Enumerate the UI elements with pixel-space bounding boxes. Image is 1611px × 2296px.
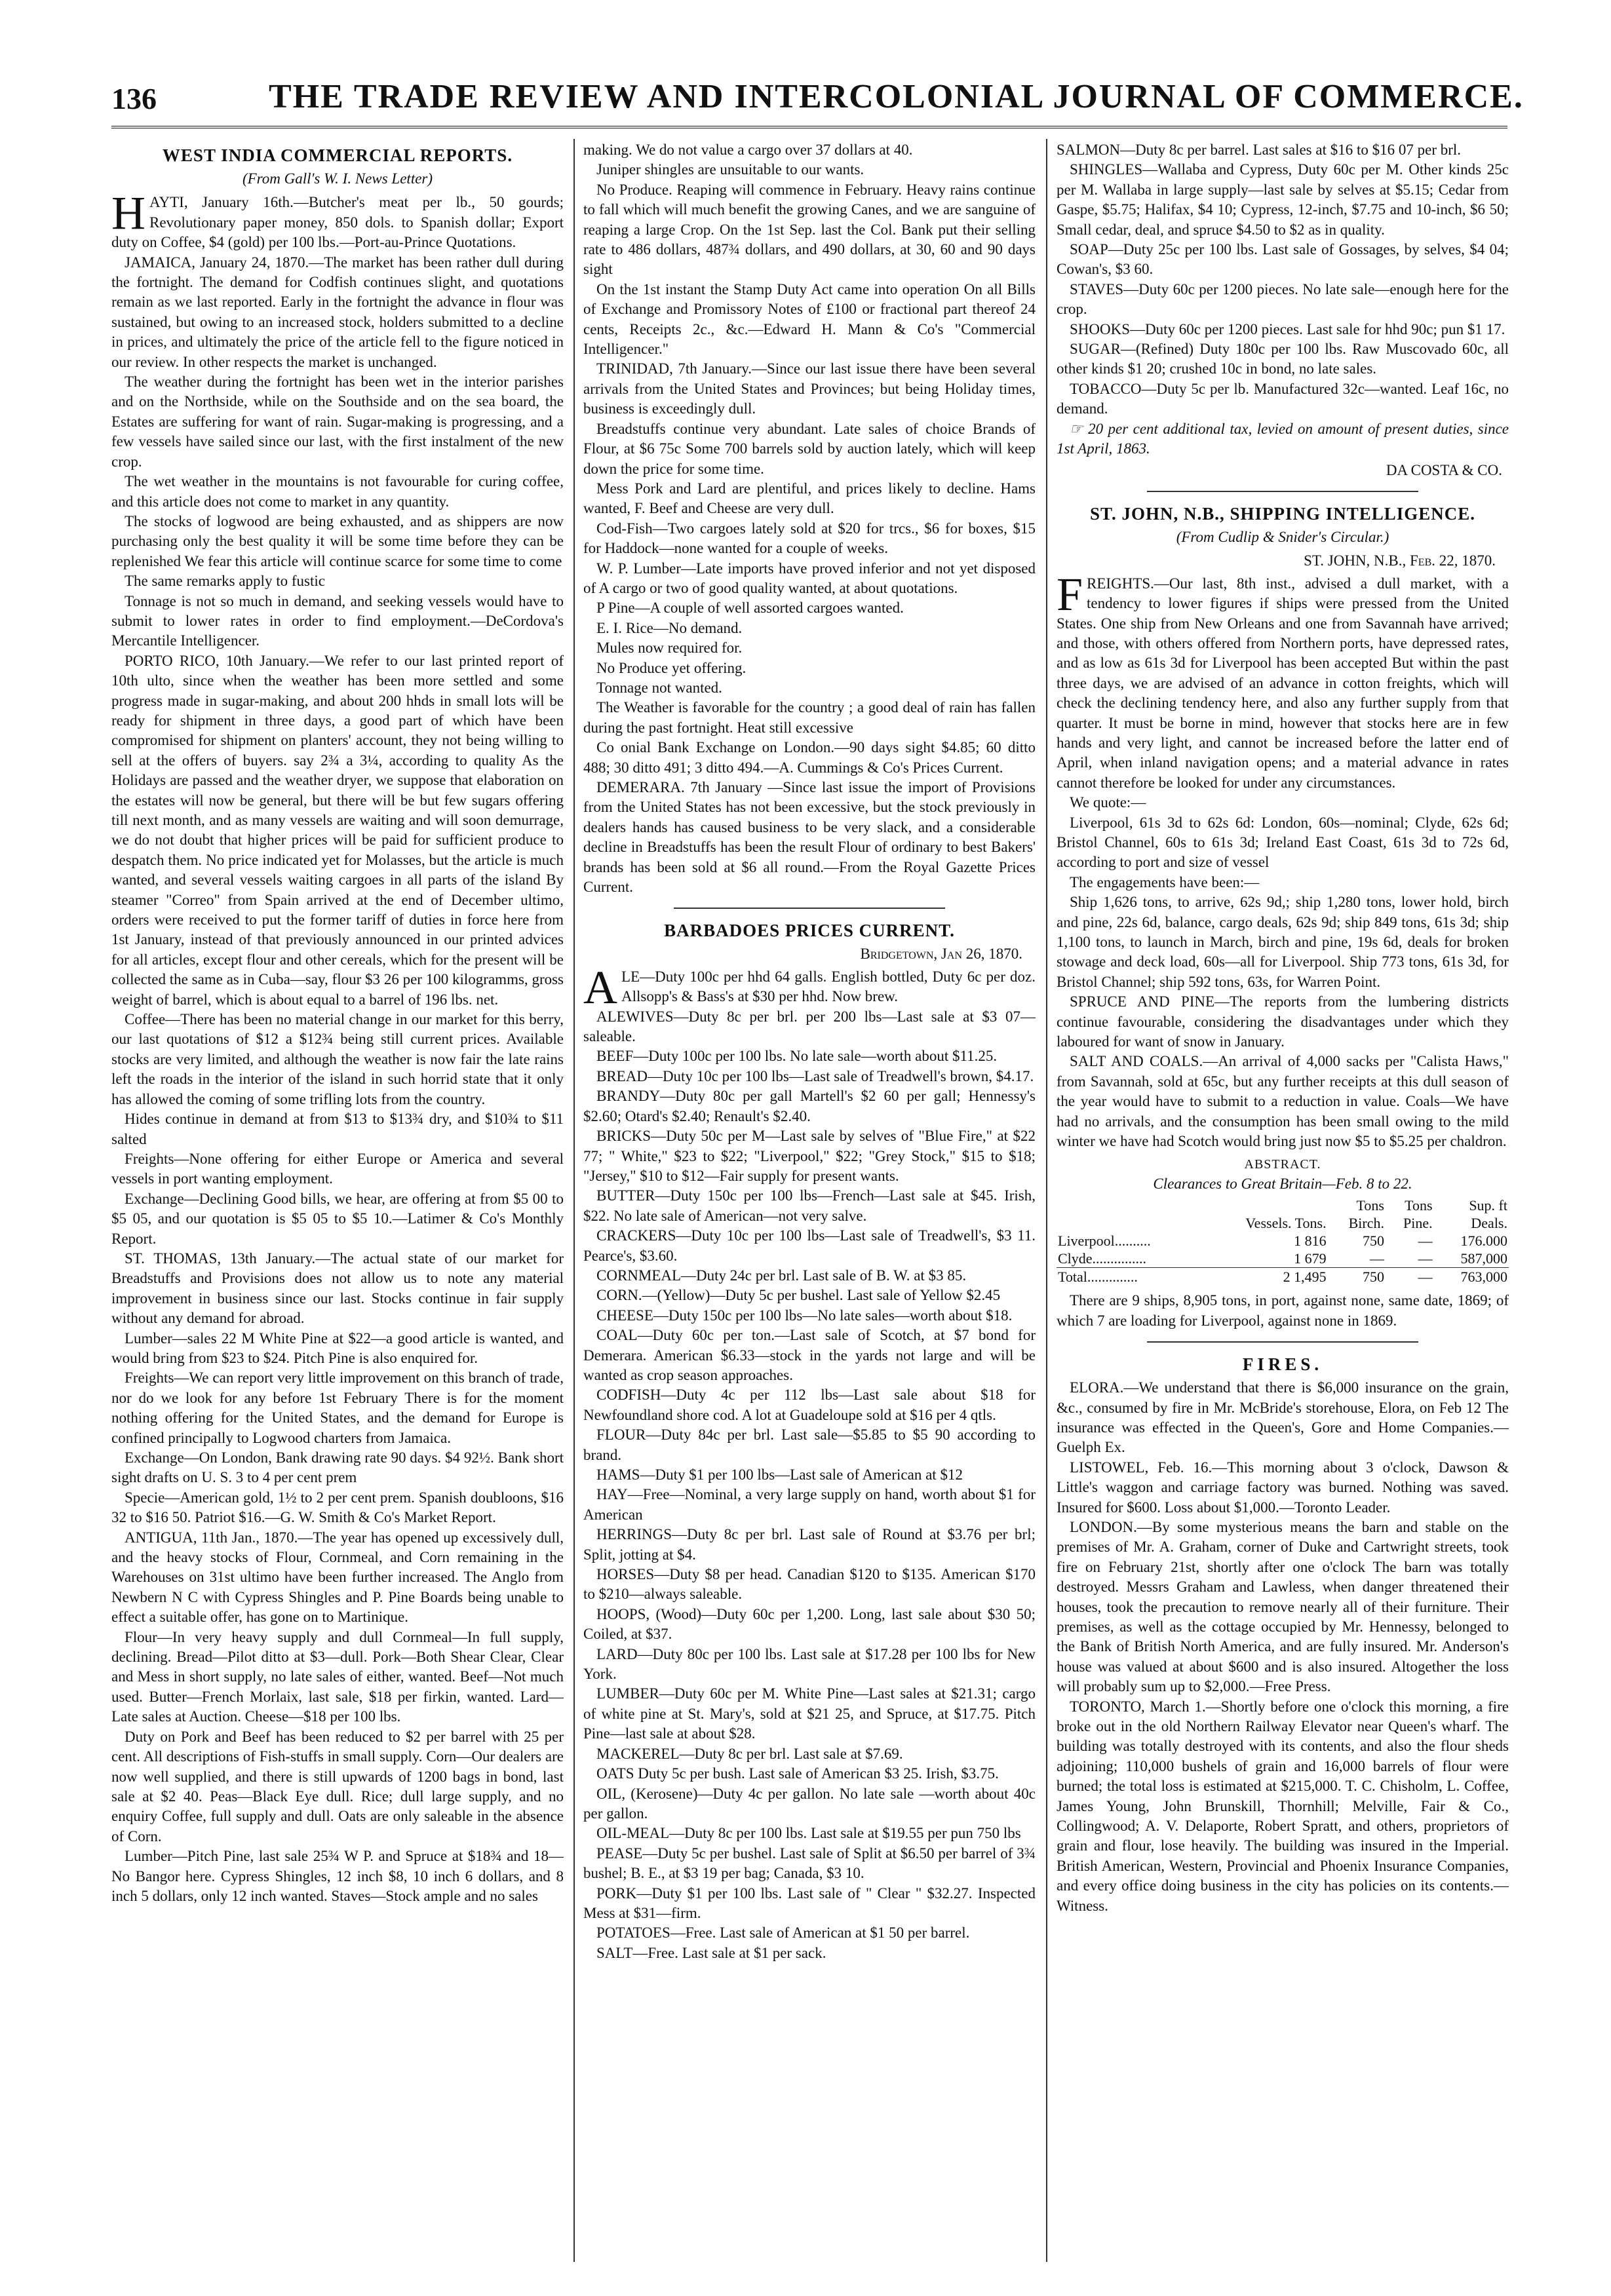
price-entry: BRICKS—Duty 50c per M—Last sale by selves of "Blue Fire," at $22 77; " White," $23 to $22; "Liverpool," $22; "Grey Stock," $15 to $18; "Jersey," $10 to $12—Fair supply for present wants.	[583, 1128, 1036, 1184]
paragraph: JAMAICA, January 24, 1870.—The market has been rather dull during the fortnight. The demand for Codfish continues slight, and quotations remain as we last reported. Early in the fortnight the advance in flour was sustained, but owing to an increased stock, holders submitted to a decline in prices, and ultimately the price of the article fell to the figure noticed in our review. In other respects the market is unchanged.	[111, 254, 564, 370]
tax-note: ☞ 20 per cent additional tax, levied on amount of present duties, since 1st April, 1863.	[1057, 420, 1509, 457]
price-entry: SALMON—Duty 8c per barrel. Last sales at $16 to $16 07 per brl.	[1057, 142, 1462, 158]
paragraph: Co onial Bank Exchange on London.—90 days sight $4.85; 60 ditto 488; 30 ditto 491; 3 ditto 494.—A. Cummings & Co's Prices Current.	[583, 739, 1036, 776]
column-divider	[1046, 139, 1047, 2262]
paragraph: HAYTI, January 16th.—Butcher's meat per lb., 50 gourds; Revolutionary paper money, 850 dols. to Spanish dollar; Export duty on Coffee, $4 (gold) per 100 lbs.—Port-au-Prince Quotations.	[111, 187, 564, 251]
paragraph: W. P. Lumber—Late imports have proved inferior and not yet disposed of A cargo or two of good quality wanted, at about quotations.	[583, 560, 1036, 596]
paragraph: ALE—Duty 100c per hhd 64 galls. English bottled, Duty 6c per doz. Allsopp's & Bass's at $30 per hhd. Now brew.	[583, 961, 1036, 1014]
table-row: Liverpool.......... 1 816 750 — 176.000	[1058, 1233, 1507, 1250]
paragraph: No Produce yet offering.	[596, 659, 747, 676]
price-entry: OIL-MEAL—Duty 8c per 100 lbs. Last sale at $19.55 per pun 750 lbs	[596, 1825, 1021, 1842]
running-title: THE TRADE REVIEW AND INTERCOLONIAL JOURNAL OF COMMERCE.	[269, 78, 1524, 115]
price-entry: COAL—Duty 60c per ton.—Last sale of Scotch, at $7 bond for Demerara. American $6.33—stock in the yards not large and will be wanted as crop season approaches.	[583, 1327, 1036, 1383]
paragraph: Coffee—There has been no material change in our market for this berry, our last quotations of $12 a $12¾ being still current prices. Available stocks are very limited, and although the weather is now fair the late rains left the roads in the interior of the island in such horrid state that it only has allowed the coming of some trifling lots from the country.	[111, 1011, 564, 1107]
price-entry: BEEF—Duty 100c per 100 lbs. No late sale—worth about $11.25.	[596, 1048, 998, 1065]
paragraph: The weather during the fortnight has been wet in the interior parishes and on the Northside, while on the Southside and on the sea board, the Estates are suffering for want of rain. Sugar-making is progressing, and a few vessels have sailed since our last, with the first instalment of the new crop.	[111, 373, 564, 470]
header-rule	[111, 126, 1507, 128]
article-heading: FIRES.	[1242, 1354, 1323, 1375]
abstract-subheading: Clearances to Great Britain—Feb. 8 to 22.	[1153, 1175, 1412, 1192]
price-entry: SHINGLES—Wallaba and Cypress, Duty 60c per M. Other kinds 25c per M. Wallaba in large supply—last sale by selves at $5.15; Cedar from Gaspe, $5.75; Halifax, $4 10; Cypress, 12-inch, $7.75 and 10-inch, $6 50; Small cedar, deal, and spruce $4.50 to $2 as in quality.	[1057, 161, 1509, 238]
paragraph: TRINIDAD, 7th January.—Since our last issue there have been several arrivals from the United States and Provinces; but being Holiday times, business is exceedingly dull.	[583, 360, 1036, 417]
article-source: (From Gall's W. I. News Letter)	[242, 170, 433, 187]
price-entry: SUGAR—(Refined) Duty 180c per 100 lbs. Raw Muscovado 60c, all other kinds $1 20; crushed 10c in bond, no late sales.	[1057, 341, 1509, 377]
column-divider	[573, 139, 575, 2262]
price-entry: CHEESE—Duty 150c per 100 lbs—No late sales—worth about $18.	[596, 1307, 1013, 1324]
paragraph: Cod-Fish—Two cargoes lately sold at $20 for trcs., $6 for boxes, $15 for Haddock—none wanted for a couple of weeks.	[583, 520, 1036, 557]
paragraph: The engagements have been:—	[1070, 873, 1260, 890]
paragraph: E. I. Rice—No demand.	[596, 619, 743, 636]
paragraph: Lumber—sales 22 M White Pine at $22—a good article is wanted, and would bring from $23 to $24. Pitch Pine is also enquired for.	[111, 1330, 564, 1366]
price-entry: CRACKERS—Duty 10c per 100 lbs—Last sale of Treadwell's, $3 11. Pearce's, $3.60.	[583, 1227, 1036, 1264]
price-entry: LARD—Duty 80c per 100 lbs. Last sale at $17.28 per 100 lbs for New York.	[583, 1645, 1036, 1683]
paragraph: Duty on Pork and Beef has been reduced to $2 per barrel with 25 per cent. All descriptions of Fish-stuffs in small supply. Corn—Our dealers are now well supplied, and there is still upwards of 1200 bags in bond, last sale at $2 40. Peas—Black Eye dull. Rice; dull large supply, and no enquiry Coffee, full supply and dull. Oats are only saleable in the absence of Corn.	[111, 1728, 564, 1845]
paragraph: Breadstuffs continue very abundant. Late sales of choice Brands of Flour, at $6 75c Some 700 barrels sold by auction lately, which will keep down the price for some time.	[583, 420, 1036, 477]
column-3	[1057, 140, 1509, 2257]
paragraph: LONDON.—By some mysterious means the barn and stable on the premises of Mr. A. Graham, corner of Duke and Cartwright streets, took fire on February 21st, shortly after one o'clock The barn was totally destroyed. Messrs Graham and Lawless, when danger threatened their houses, took the precaution to remove nearly all of their furniture. Their premises, as well as the cottage occupied by Mr. Hennessy, belonged to the Bank of British North America, and are fully insured. Mr. Anderson's house was valued at about $600 and is also insured. Altogether the loss will probably sum up to $2,000.—Free Press.	[1057, 1518, 1509, 1695]
price-entry: MACKEREL—Duty 8c per brl. Last sale at $7.69.	[596, 1745, 903, 1762]
paragraph: ELORA.—We understand that there is $6,000 insurance on the grain, &c., consumed by fire in Mr. McBride's storehouse, Elora, on Feb 12 The insurance was effected in the Queen's, Gore and Home Companies.—Guelph Ex.	[1057, 1379, 1509, 1456]
section-rule	[1147, 491, 1418, 492]
paragraph: TORONTO, March 1.—Shortly before one o'clock this morning, a fire broke out in the old Northern Railway Elevator near Queen's wharf. The building was totally destroyed with its contents, and also the flour sheds adjoining; 110,000 bushels of grain and 16,000 barrels of flour were burned; the total loss is estimated at $215,000. T. C. Chisholm, L. Coffee, James Young, John Brunskill, Thornhill; Melville, Fair & Co., Collingwood; A. V. Delaporte, Robert Spratt, and others, proprietors of grain and flour, lose heavily. The building was insured in the Imperial. British American, Western, Provincial and Phoenix Insurance Companies, and every office doing business in the city has policies on its contents.—Witness.	[1057, 1698, 1509, 1914]
dateline: ST. JOHN, N.B., Feb. 22, 1870.	[1304, 552, 1496, 569]
paragraph: We quote:—	[1070, 794, 1146, 811]
paragraph: There are 9 ships, 8,905 tons, in port, against none, same date, 1869; of which 7 are loading for Liverpool, against none in 1869.	[1057, 1292, 1509, 1329]
page-header	[111, 68, 1524, 127]
price-entry: HAMS—Duty $1 per 100 lbs—Last sale of American at $12	[596, 1466, 963, 1483]
price-entry: SHOOKS—Duty 60c per 1200 pieces. Last sale for hhd 90c; pun $1 17.	[1070, 320, 1505, 337]
price-entry: BRANDY—Duty 80c per gall Martell's $2 60 per gall; Hennessy's $2.60; Otard's $2.40; Renault's $2.40.	[583, 1088, 1036, 1124]
price-entry: BREAD—Duty 10c per 100 lbs—Last sale of Treadwell's brown, $4.17.	[596, 1067, 1034, 1084]
table-row: Clyde............... 1 679 — — 587,000	[1058, 1250, 1507, 1267]
price-entry: SALT—Free. Last sale at $1 per sack.	[596, 1944, 826, 1961]
column-2	[583, 140, 1036, 2257]
table-total-row: Total.............. 2 1,495 750 — 763,000	[1058, 1269, 1507, 1286]
paragraph: ANTIGUA, 11th Jan., 1870.—The year has opened up excessively dull, and the heavy stocks of Flour, Cornmeal, and Corn remaining in the Warehouses on 31st ultimo have been further increased. The Anglo from Newbern N C with Cypress Shingles and P. Pine Boards being unable to effect a suitable offer, has gone on to Martinique.	[111, 1529, 564, 1626]
paragraph: Hides continue in demand at from $13 to $13¾ dry, and $10¾ to $11 salted	[111, 1111, 564, 1147]
paragraph: Exchange—Declining Good bills, we hear, are offering at from $5 00 to $5 05, and our quotation is $5 05 to $5 10.—Latimer & Co's Monthly Report.	[111, 1190, 564, 1247]
article-heading: WEST INDIA COMMERCIAL REPORTS.	[162, 145, 513, 165]
price-entry: OIL, (Kerosene)—Duty 4c per gallon. No late sale —worth about 40c per gallon.	[583, 1785, 1036, 1822]
paragraph: The Weather is favorable for the country ; a good deal of rain has fallen during the past fortnight. Heat still excessive	[583, 699, 1036, 736]
price-entry: CORN.—(Yellow)—Duty 5c per bushel. Last sale of Yellow $2.45	[596, 1287, 1001, 1304]
paragraph: SALT AND COALS.—An arrival of 4,000 sacks per "Calista Haws," from Savannah, sold at 65c, but any further receipts at this dull season of the year would have to submit to a reduction in value. Coals—We have had no arrivals, and the consumption has been small owing to the mild winter we have had Scotch would bring just now $5 to $5.25 per chaldron.	[1057, 1053, 1509, 1150]
paragraph: Juniper shingles are unsuitable to our wants.	[596, 161, 864, 178]
paragraph: Freights—We can report very little improvement on this branch of trade, nor do we look for any before 1st February There is for the moment nothing offering for the United States, and the demand for Europe is confined principally to Logwood charters from Jamaica.	[111, 1369, 564, 1446]
abstract-heading: ABSTRACT.	[1244, 1157, 1321, 1172]
section-rule	[674, 908, 945, 909]
price-entry: STAVES—Duty 60c per 1200 pieces. No late sale—enough here for the crop.	[1057, 280, 1509, 318]
signature: DA COSTA & CO.	[1386, 461, 1502, 478]
price-entry: CODFISH—Duty 4c per 112 lbs—Last sale about $18 for Newfoundland shore cod. A lot at Guadeloupe sold at $16 per 4 qtls.	[583, 1387, 1036, 1423]
paragraph: Ship 1,626 tons, to arrive, 62s 9d,; ship 1,280 tons, lower hold, birch and pine, 22s 6d, balance, cargo deals, 62s 9d; ship 849 tons, 61s 3d; ship 1,100 tons, to launch in March, birch and pine, 19s 6d, deals for broken stowage and deck load, 60s—all for Liverpool. Ship 773 tons, 61s 3d, for Bristol Channel; ship 592 tons, 63s, for Warren Point.	[1057, 894, 1509, 990]
paragraph: Exchange—On London, Bank drawing rate 90 days. $4 92½. Bank short sight drafts on U. S. 3 to 4 per cent prem	[111, 1449, 564, 1486]
clearances-table	[1057, 1196, 1509, 1286]
paragraph: making. We do not value a cargo over 37 dollars at 40.	[583, 142, 913, 158]
paragraph: SPRUCE AND PINE—The reports from the lumbering districts continue favourable, considering the disadvantages under which they laboured for want of snow in January.	[1057, 993, 1509, 1050]
paragraph: FREIGHTS.—Our last, 8th inst., advised a dull market, with a tendency to lower figures if ships were pressed from the United States. One ship from New Orleans and one from Savannah have arrived; and those, with others offered from Northern ports, have depressed rates, and as low as 61s 3d for Liverpool has been accepted But within the past three days, we are advised of an advance in cotton freights, which will check the declining tendency here, and also any further supply from that quarter. It must be borne in mind, however that stocks here are in few hands and very light, and cannot be increased before the latter end of April, when inland navigation opens; and a material advance in rates cannot therefore be looked for under any circumstances.	[1057, 567, 1509, 791]
paragraph: On the 1st instant the Stamp Duty Act came into operation On all Bills of Exchange and Promissory Notes of £100 or fractional part thereof 24 cents, Receipts 2c., &c.—Edward H. Mann & Co's "Commercial Intelligencer."	[583, 280, 1036, 358]
price-entry: BUTTER—Duty 150c per 100 lbs—French—Last sale at $45. Irish, $22. No late sale of American—not very salve.	[583, 1187, 1036, 1224]
paragraph: The wet weather in the mountains is not favourable for curing coffee, and this article does not come to market in any quantity.	[111, 473, 564, 510]
page-number: 136	[111, 82, 157, 115]
price-entry: HAY—Free—Nominal, a very large supply on hand, worth about $1 for American	[583, 1486, 1036, 1523]
drop-cap: F	[1057, 567, 1083, 621]
price-entry: POTATOES—Free. Last sale of American at $1 50 per barrel.	[596, 1924, 970, 1942]
dateline: Bridgetown, Jan 26, 1870.	[860, 946, 1022, 963]
paragraph: Tonnage is not so much in demand, and seeking vessels would have to submit to lower rates in order to find employment.—DeCordova's Mercantile Intelligencer.	[111, 592, 564, 649]
paragraph: Specie—American gold, 1½ to 2 per cent prem. Spanish doubloons, $16 32 to $16 50. Patriot $16.—G. W. Smith & Co's Market Report.	[111, 1489, 564, 1526]
price-entry: HERRINGS—Duty 8c per brl. Last sale of Round at $3.76 per brl; Split, jotting at $4.	[583, 1526, 1036, 1563]
price-entry: PEASE—Duty 5c per bushel. Last sale of Split at $6.50 per barrel of 3¾ bushel; B. E., at $3 19 per bag; Canada, $3 10.	[583, 1845, 1036, 1882]
section-rule	[1147, 1341, 1418, 1343]
paragraph: Lumber—Pitch Pine, last sale 25¾ W P. and Spruce at $18¾ and 18—No Bangor here. Cypress Shingles, 12 inch $8, 10 inch 6 dollars, and 8 inch 5 dollars, only 12 inch wanted. Staves—Stock ample and no sales	[111, 1848, 564, 1904]
paragraph: The stocks of logwood are being exhausted, and as shippers are now purchasing only the best quality it will be some time before they can be replenished We fear this article will continue scarce for some time to come	[111, 512, 564, 569]
paragraph: Mess Pork and Lard are plentiful, and prices likely to decline. Hams wanted, F. Beef and Cheese are very dull.	[583, 480, 1036, 517]
drop-cap: A	[583, 961, 617, 1014]
paragraph: Liverpool, 61s 3d to 62s 6d: London, 60s—nominal; Clyde, 62s 6d; Bristol Channel, 60s to 61s 3d; Ireland East Coast, 61s 3d to 72s 6d, according to port and size of vessel	[1057, 814, 1509, 871]
price-entry: CORNMEAL—Duty 24c per brl. Last sale of B. W. at $3 85.	[596, 1267, 967, 1284]
table-header-row: Vessels. Tons. Birch. Pine. Deals.	[1245, 1215, 1507, 1232]
paragraph: The same remarks apply to fustic	[125, 573, 325, 590]
paragraph: ST. THOMAS, 13th January.—The actual state of our market for Breadstuffs and Provisions does not allow us to note any material improvement in business since our last. Stocks continue in fair supply without any demand for abroad.	[111, 1250, 564, 1327]
price-entry: OATS Duty 5c per bush. Last sale of American $3 25. Irish, $3.75.	[596, 1765, 999, 1782]
article-source: (From Cudlip & Snider's Circular.)	[1176, 528, 1389, 545]
column-1	[111, 140, 564, 2257]
paragraph: LISTOWEL, Feb. 16.—This morning about 3 o'clock, Dawson & Little's waggon and carriage factory was burned. Nothing was saved. Insured for $600. Loss about $1,000.—Toronto Leader.	[1057, 1459, 1509, 1516]
price-entry: HORSES—Duty $8 per head. Canadian $120 to $135. American $170 to $210—always saleable.	[583, 1566, 1036, 1603]
paragraph: DEMERARA. 7th January —Since last issue the import of Provisions from the United States has not been excessive, but the stock previously in dealers hands has caused business to be very slack, and a considerable decline in Breadstuffs has been the result Flour of ordinary to best Bakers' brands has been sold at $6 all round.—From the Royal Gazette Prices Current.	[583, 779, 1036, 896]
price-entry: HOOPS, (Wood)—Duty 60c per 1,200. Long, last sale about $30 50; Coiled, at $37.	[583, 1605, 1036, 1643]
table-header-row: Tons Tons Sup. ft	[1356, 1197, 1507, 1214]
price-entry: PORK—Duty $1 per 100 lbs. Last sale of " Clear " $32.27. Inspected Mess at $31—firm.	[583, 1885, 1036, 1921]
paragraph: Freights—None offering for either Europe or America and several vessels in port wanting employment.	[111, 1150, 564, 1187]
drop-cap: H	[111, 187, 146, 240]
paragraph: Mules now required for.	[596, 640, 743, 657]
price-entry: SOAP—Duty 25c per 100 lbs. Last sale of Gossages, by selves, $4 04; Cowan's, $3 60.	[1057, 241, 1509, 278]
paragraph: Tonnage not wanted.	[596, 679, 722, 696]
paragraph: No Produce. Reaping will commence in February. Heavy rains continue to fall which will much benefit the growing Canes, and we are sanguine of reaping a large Crop. On the 1st Sep. last the Col. Bank put their selling rate to 486 dollars, 487¾ dollars, and 490 dollars, at 30, 60 and 90 days sight	[583, 181, 1036, 278]
article-heading: ST. JOHN, N.B., SHIPPING INTELLIGENCE.	[1089, 503, 1476, 524]
price-entry: ALEWIVES—Duty 8c per brl. per 200 lbs—Last sale at $3 07—saleable.	[583, 1008, 1036, 1045]
paragraph: P Pine—A couple of well assorted cargoes wanted.	[596, 600, 904, 617]
price-entry: FLOUR—Duty 84c per brl. Last sale—$5.85 to $5 90 according to brand.	[583, 1426, 1036, 1463]
article-heading: BARBADOES PRICES CURRENT.	[664, 921, 955, 941]
paragraph: PORTO RICO, 10th January.—We refer to our last printed report of 10th ulto, since when the weather has been more settled and some progress made in sugar-making, and about 200 hhds in small lots will be ready for shipment in three days, a good part of which have been compromised for shipment on planters' account, they not being willing to sell at the offers of buyers. say 2¾ a 3¼, according to quality As the Holidays are passed and the weather dryer, we suppose that elaboration on the estates will now be general, but there will be but few sugars offering till next month, and as many vessels are waiting and will soon demurrage, we do not doubt that higher prices will be paid for sufficient produce to despatch them. No price indicated yet for Molasses, but the article is much wanted, and several vessels waiting cargoes in all parts of the island By steamer "Correo" from Spain arrived at the end of December ultimo, orders were received to put the former tariff of duties in force here from 1st January, instead of that previously announced in our printed advices for all articles, except flour and other cereals, which for the present will be collected the same as in Cuba—say, flour $3 26 per 100 kilogramms, gross weight of barrel, which is about equal to a barrel of 196 lbs. net.	[111, 652, 564, 1008]
paragraph: Flour—In very heavy supply and dull Cornmeal—In full supply, declining. Bread—Pilot ditto at $3—dull. Pork—Both Shear Clear, Clear and Mess in short supply, no late sales of either, wanted. Beef—Not much used. Butter—French Morlaix, last sale, $18 per firkin, wanted. Lard—Late sales at Auction. Cheese—$18 per 100 lbs.	[111, 1628, 564, 1725]
price-entry: LUMBER—Duty 60c per M. White Pine—Last sales at $21.31; cargo of white pine at St. Mary's, sold at $21 25, and Spruce, at $17.75. Pitch Pine—last sale at about $28.	[583, 1685, 1036, 1742]
price-entry: TOBACCO—Duty 5c per lb. Manufactured 32c—wanted. Leaf 16c, no demand.	[1057, 380, 1509, 417]
